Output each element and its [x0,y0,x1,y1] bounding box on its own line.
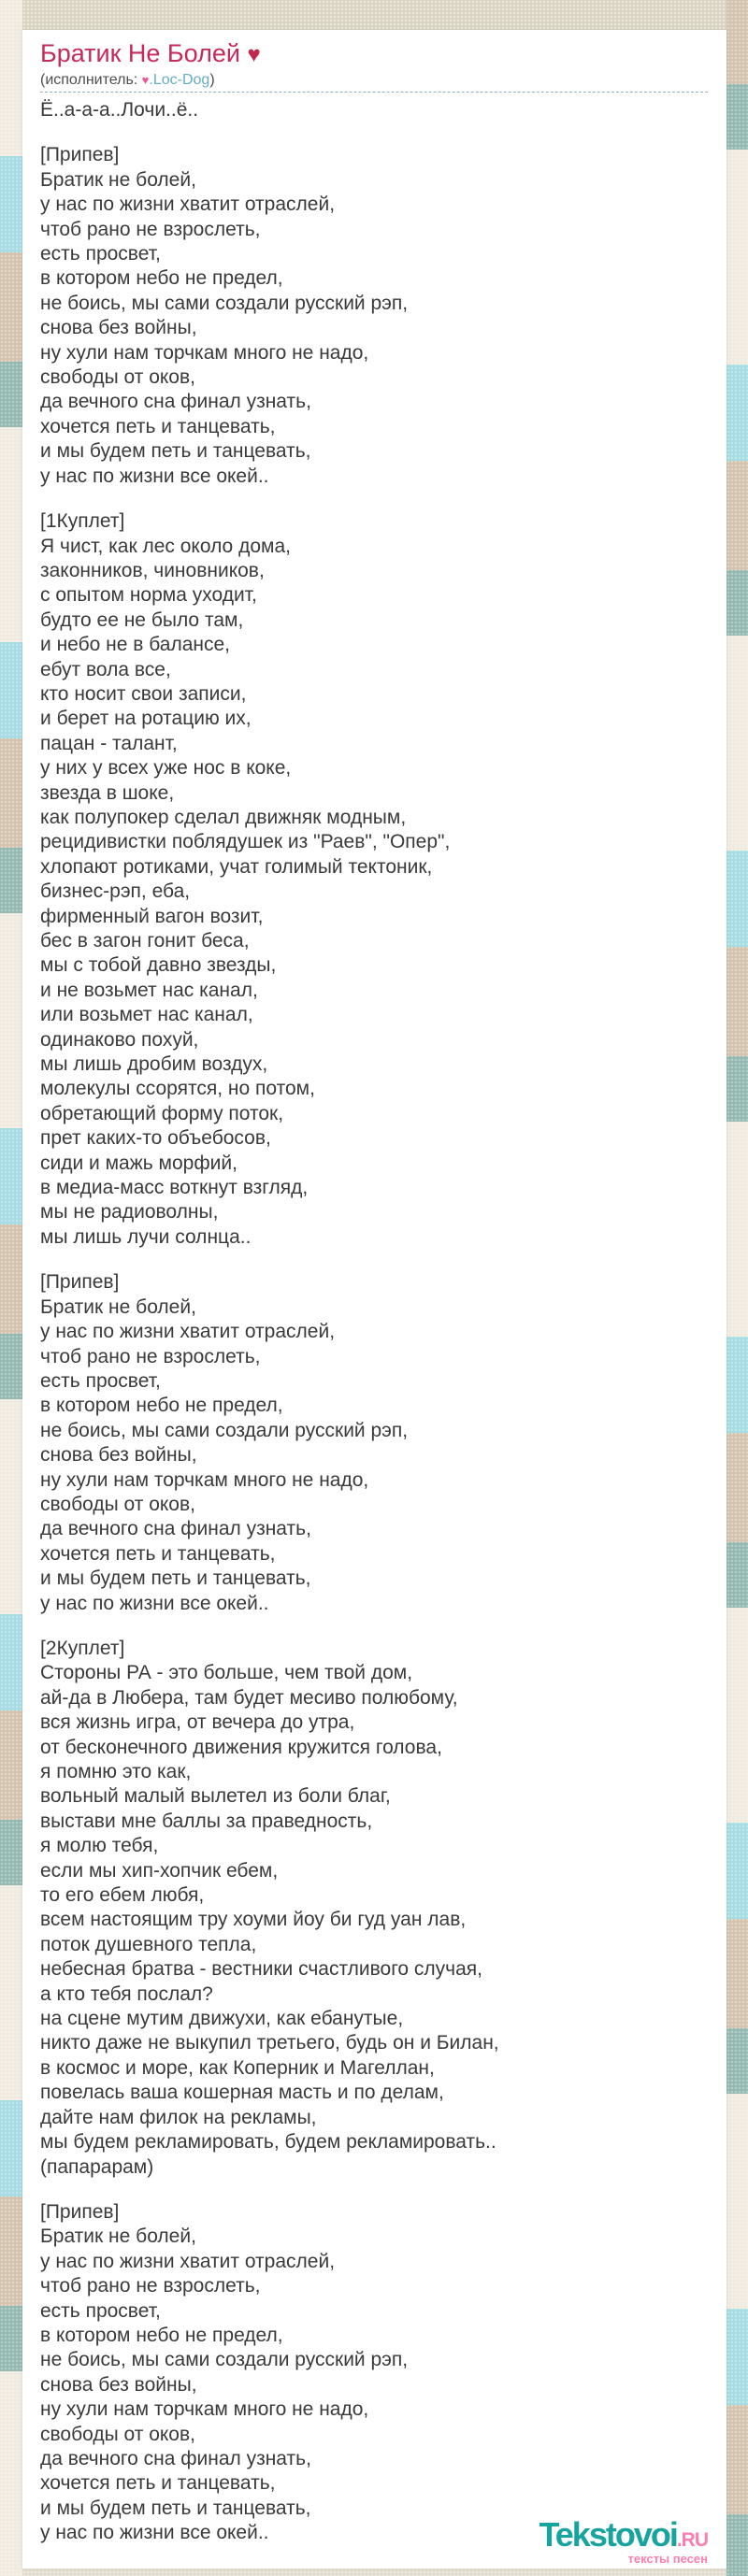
lyric-line: [2Куплет] [40,1637,125,1659]
lyric-line: и мы будем петь и танцевать, [40,1567,311,1590]
lyric-line: мы лишь лучи солнца.. [40,1225,252,1248]
song-title-text: Братик Не Болей [40,39,240,67]
lyric-line: выстави мне баллы за праведность, [40,1810,373,1832]
lyric-line: Братик не болей, [40,1295,196,1318]
lyric-line: будто ее не было там, [40,608,244,631]
lyric-line: (папарарам) [40,2155,154,2178]
site-logo-wordmark [539,2515,708,2554]
stanza-intro [40,98,726,122]
lyric-line: свободы от оков, [40,366,195,389]
lyric-line: мы с тобой давно звезды, [40,954,277,977]
lyric-line: я помню это как, [40,1761,192,1782]
lyric-line: Стороны РА - это больше, чем твой дом, [40,1662,413,1684]
lyric-line: [Припев] [40,2200,120,2223]
site-logo[interactable] [539,2515,708,2566]
lyric-line: кто носит свои записи, [40,682,247,705]
lyric-line: да вечного сна финал узнать, [40,391,311,413]
lyric-line: не боись, мы сами создали русский рэп, [40,292,409,314]
lyric-line: у нас по жизни хватит отраслей, [40,193,336,216]
lyric-line: если мы хип-хопчик ебем, [40,1859,279,1882]
lyric-line: и небо не в балансе, [40,634,231,656]
lyric-line: а кто тебя послал? [40,1982,213,2005]
lyric-line: да вечного сна финал узнать, [40,1518,311,1540]
lyric-line: прет каких-то объебосов, [40,1127,271,1150]
lyric-line: пацан - талант, [40,732,178,754]
lyric-line: в медиа-масс воткнут взгляд, [40,1177,309,1199]
background-stripes-right [726,0,748,2576]
lyric-line: никто даже не выкупил третьего, будь он и Билан, [40,2032,499,2054]
lyric-line: не боись, мы сами создали русский рэп, [40,2349,409,2371]
lyric-line: у них у всех уже нос в коке, [40,757,292,780]
artist-prefix: (исполнитель: [40,72,142,88]
lyric-line: ну хули нам торчкам много не надо, [40,1468,369,1491]
lyrics-card [22,30,726,2569]
lyric-line: одинаково похуй, [40,1028,199,1051]
lyric-line: свободы от оков, [40,1493,195,1515]
lyric-line: и не возьмет нас канал, [40,979,258,1001]
lyric-line: обретающий форму поток, [40,1102,284,1124]
lyric-line: в котором небо не предел, [40,1395,283,1417]
artist-link[interactable] [142,72,210,88]
lyric-line: ай-да в Любера, там будет месиво полюбому, [40,1686,458,1709]
stanza-verse-1 [40,509,726,1250]
lyric-line: молекулы ссорятся, но потом, [40,1078,315,1100]
lyric-line: законников, чиновников, [40,559,265,581]
lyric-line: ну хули нам торчкам много не надо, [40,341,369,364]
lyric-line: бес в загон гонит беса, [40,930,250,952]
lyric-line: и мы будем петь и танцевать, [40,2497,311,2519]
lyric-line: хочется петь и танцевать, [40,2472,276,2495]
artist-line [40,71,726,90]
lyric-line: снова без войны, [40,2373,197,2396]
lyric-line: у нас по жизни все окей.. [40,1592,269,1614]
lyric-line: [Припев] [40,144,120,166]
lyric-line: снова без войны, [40,317,197,339]
lyric-line: ну хули нам торчкам много не надо, [40,2398,369,2421]
lyric-line: у нас по жизни все окей.. [40,2522,269,2544]
lyric-line: как полупокер сделал движняк модным, [40,806,407,828]
lyric-line: в котором небо не предел, [40,2324,283,2346]
artist-name: .Loc-Dog [149,72,210,88]
lyric-line: мы лишь дробим воздух, [40,1053,268,1076]
lyric-line: чтоб рано не взрослеть, [40,2275,261,2297]
heart-icon: ♥ [247,42,261,67]
lyric-line: или возьмет нас канал, [40,1004,253,1026]
lyric-line: [1Куплет] [40,510,125,533]
stanza-chorus-3 [40,2200,726,2546]
lyric-line: хочется петь и танцевать, [40,415,276,437]
lyric-line: Братик не болей, [40,2225,196,2248]
lyric-line: вся жизнь игра, от вечера до утра, [40,1711,355,1734]
lyric-line: небесная братва - вестники счастливого случая, [40,1958,483,1981]
lyric-line: ебут вола все, [40,658,171,680]
logo-subtitle: тексты песен [627,2552,708,2566]
lyric-line: хлопают ротиками, учат голимый тектоник, [40,855,433,878]
lyric-line: у нас по жизни хватит отраслей, [40,2250,336,2272]
stanza-chorus-2 [40,1270,726,1616]
lyric-line: мы не радиоволны, [40,1201,219,1224]
lyrics-text-block [40,98,726,2546]
lyric-line: Братик не болей, [40,168,196,191]
dotted-separator [40,92,708,93]
lyric-line: снова без войны, [40,1444,197,1467]
background-stripes-left [0,0,22,2576]
lyric-line: да вечного сна финал узнать, [40,2447,311,2469]
stanza-verse-2 [40,1637,726,2180]
lyric-line: в космос и море, как Коперник и Магеллан, [40,2056,435,2079]
lyric-line: от бесконечного движения кружится голова, [40,1736,442,1758]
lyric-line: чтоб рано не взрослеть, [40,1345,261,1367]
stanza-chorus-1 [40,143,726,489]
lyric-line: не боись, мы сами создали русский рэп, [40,1419,409,1441]
lyric-line: повелась ваша кошерная масть и по делам, [40,2082,444,2104]
lyric-line: хочется петь и танцевать, [40,1542,276,1565]
lyric-line: есть просвет, [40,1369,161,1392]
lyric-line: поток душевного тепла, [40,1933,257,1955]
lyric-line: дайте нам филок на рекламы, [40,2106,317,2128]
lyric-line: я молю тебя, [40,1835,159,1857]
song-title [40,39,726,69]
logo-tld-text: .RU [676,2529,708,2551]
lyric-line: всем настоящим тру хоуми йоу би гуд уан лав, [40,1909,467,1931]
lyric-line: есть просвет, [40,243,161,265]
lyric-line: [Припев] [40,1271,120,1294]
lyric-line: бизнес-рэп, еба, [40,880,191,903]
lyric-line: и мы будем петь и танцевать, [40,440,311,463]
lyric-line: то его ебем любя, [40,1884,205,1907]
artist-suffix: ) [209,72,215,88]
lyric-line: вольный малый вылетел из боли благ, [40,1785,391,1808]
lyric-line: с опытом норма уходит, [40,584,257,607]
lyric-line: у нас по жизни хватит отраслей, [40,1321,336,1343]
lyric-line: Ё..а-а-а..Лочи..ё.. [40,99,199,121]
lyric-line: у нас по жизни все окей.. [40,465,269,487]
heart-icon: ♥ [141,73,150,87]
logo-main-text: Tekstovoi [539,2515,677,2554]
lyric-line: чтоб рано не взрослеть, [40,218,261,240]
lyric-line: мы будем рекламировать, будем рекламировать.. [40,2131,496,2154]
lyric-line: и берет на ротацию их, [40,708,252,730]
page-top-band [0,0,748,30]
lyric-line: фирменный вагон возит, [40,905,264,927]
lyric-line: Я чист, как лес около дома, [40,535,291,557]
lyric-line: звезда в шоке, [40,781,175,804]
lyric-line: рецидивистки поблядушек из "Раев", "Опер", [40,831,451,853]
lyric-line: на сцене мутим движухи, как ебанутые, [40,2008,404,2030]
lyric-line: в котором небо не предел, [40,267,283,290]
lyric-line: свободы от оков, [40,2423,195,2445]
lyric-line: есть просвет, [40,2299,161,2322]
lyric-line: сиди и мажь морфий, [40,1152,237,1174]
